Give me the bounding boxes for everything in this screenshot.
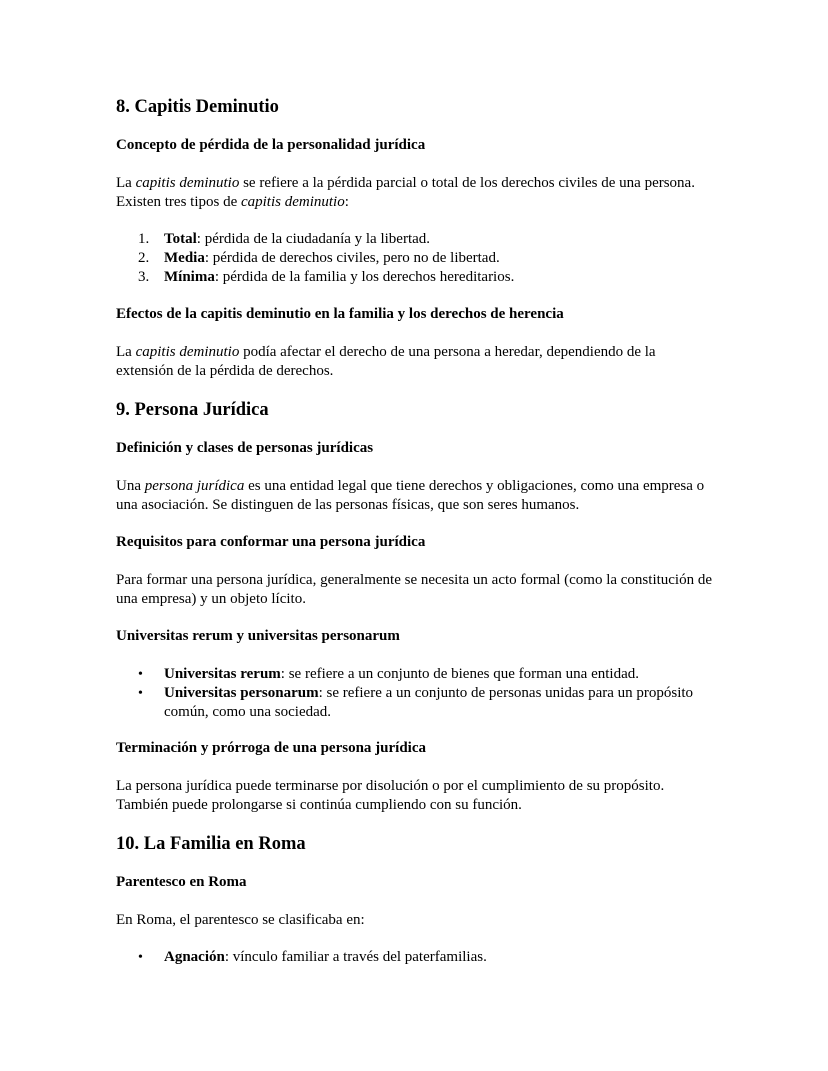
text-run: :: [344, 194, 349, 210]
section-8-heading: 8. Capitis Deminutio: [116, 97, 279, 117]
text-run: La: [116, 344, 136, 360]
list-text: : pérdida de la familia y los derechos hereditarios.: [214, 269, 515, 285]
section-8-paragraph-concepto: [116, 174, 716, 212]
list-term: Universitas rerum: [164, 666, 281, 682]
list-item: [116, 665, 696, 684]
list-item: [116, 230, 696, 249]
section-8-subheading-concepto: Concepto de pérdida de la personalidad jurídica: [116, 137, 426, 153]
bullet-icon: •: [138, 667, 143, 682]
section-8-subheading-efectos: Efectos de la capitis deminutio en la familia y los derechos de herencia: [116, 306, 564, 322]
italic-term: capitis deminutio: [240, 194, 345, 210]
list-text: : pérdida de la ciudadanía y la libertad.: [196, 231, 431, 247]
list-number: 1.: [138, 231, 150, 247]
list-text: : vínculo familiar a través del paterfamilias.: [224, 949, 487, 965]
section-9-paragraph-requisitos: Para formar una persona jurídica, generalmente se necesita un acto formal (como la constitución de una empresa) y un objeto lícito.: [116, 572, 713, 607]
section-9-subheading-terminacion: Terminación y prórroga de una persona jurídica: [116, 740, 427, 756]
italic-term: persona jurídica: [144, 478, 245, 494]
list-item: [116, 268, 696, 287]
section-10-paragraph-parentesco: En Roma, el parentesco se clasificaba en:: [116, 912, 365, 928]
list-text: : pérdida de derechos civiles, pero no de libertad.: [204, 250, 500, 266]
list-item: [116, 948, 696, 967]
text-run: se refiere a la pérdida parcial o total de los derechos civiles de una persona. Existen tres tipos de: [116, 175, 695, 210]
section-8-numbered-list: [116, 230, 696, 287]
bullet-icon: •: [138, 950, 143, 965]
section-10-subheading-parentesco: Parentesco en Roma: [116, 874, 247, 890]
section-10-heading: 10. La Familia en Roma: [116, 834, 306, 854]
section-9-heading: 9. Persona Jurídica: [116, 400, 269, 420]
section-9-paragraph-terminacion: La persona jurídica puede terminarse por disolución o por el cumplimiento de su propósito. También puede prolongarse si continúa cumpliendo con su función.: [116, 778, 665, 813]
section-9-subheading-requisitos: Requisitos para conformar una persona jurídica: [116, 534, 426, 550]
list-term: Agnación: [164, 949, 225, 965]
italic-term: capitis deminutio: [135, 175, 240, 191]
section-9-subheading-universitas: Universitas rerum y universitas personarum: [116, 628, 400, 644]
text-run: es una entidad legal que tiene derechos y obligaciones, como una empresa o una asociación. Se distinguen de las personas físicas, que son seres humanos.: [116, 478, 705, 513]
list-text: : se refiere a un conjunto de bienes que forman una entidad.: [280, 666, 639, 682]
section-9-subheading-definicion: Definición y clases de personas jurídicas: [116, 440, 374, 456]
list-term: Mínima: [164, 269, 215, 285]
list-number: 2.: [138, 250, 150, 266]
text-run: La: [116, 175, 136, 191]
list-item: [116, 249, 696, 268]
section-9-paragraph-definicion: [116, 477, 716, 515]
section-10-bullet-list: [116, 948, 696, 967]
text-run: podía afectar el derecho de una persona a heredar, dependiendo de la extensión de la pérdida de derechos.: [116, 344, 656, 379]
section-9-bullet-list: [116, 665, 696, 722]
list-number: 3.: [138, 269, 150, 285]
text-run: Una: [116, 478, 145, 494]
list-term: Universitas personarum: [164, 685, 319, 701]
list-term: Total: [164, 231, 197, 247]
italic-term: capitis deminutio: [135, 344, 240, 360]
list-text: : se refiere a un conjunto de personas unidas para un propósito común, como una sociedad.: [164, 685, 694, 720]
list-term: Media: [164, 250, 205, 266]
section-8-paragraph-efectos: [116, 343, 716, 381]
list-item: [116, 684, 696, 722]
bullet-icon: •: [138, 686, 143, 701]
